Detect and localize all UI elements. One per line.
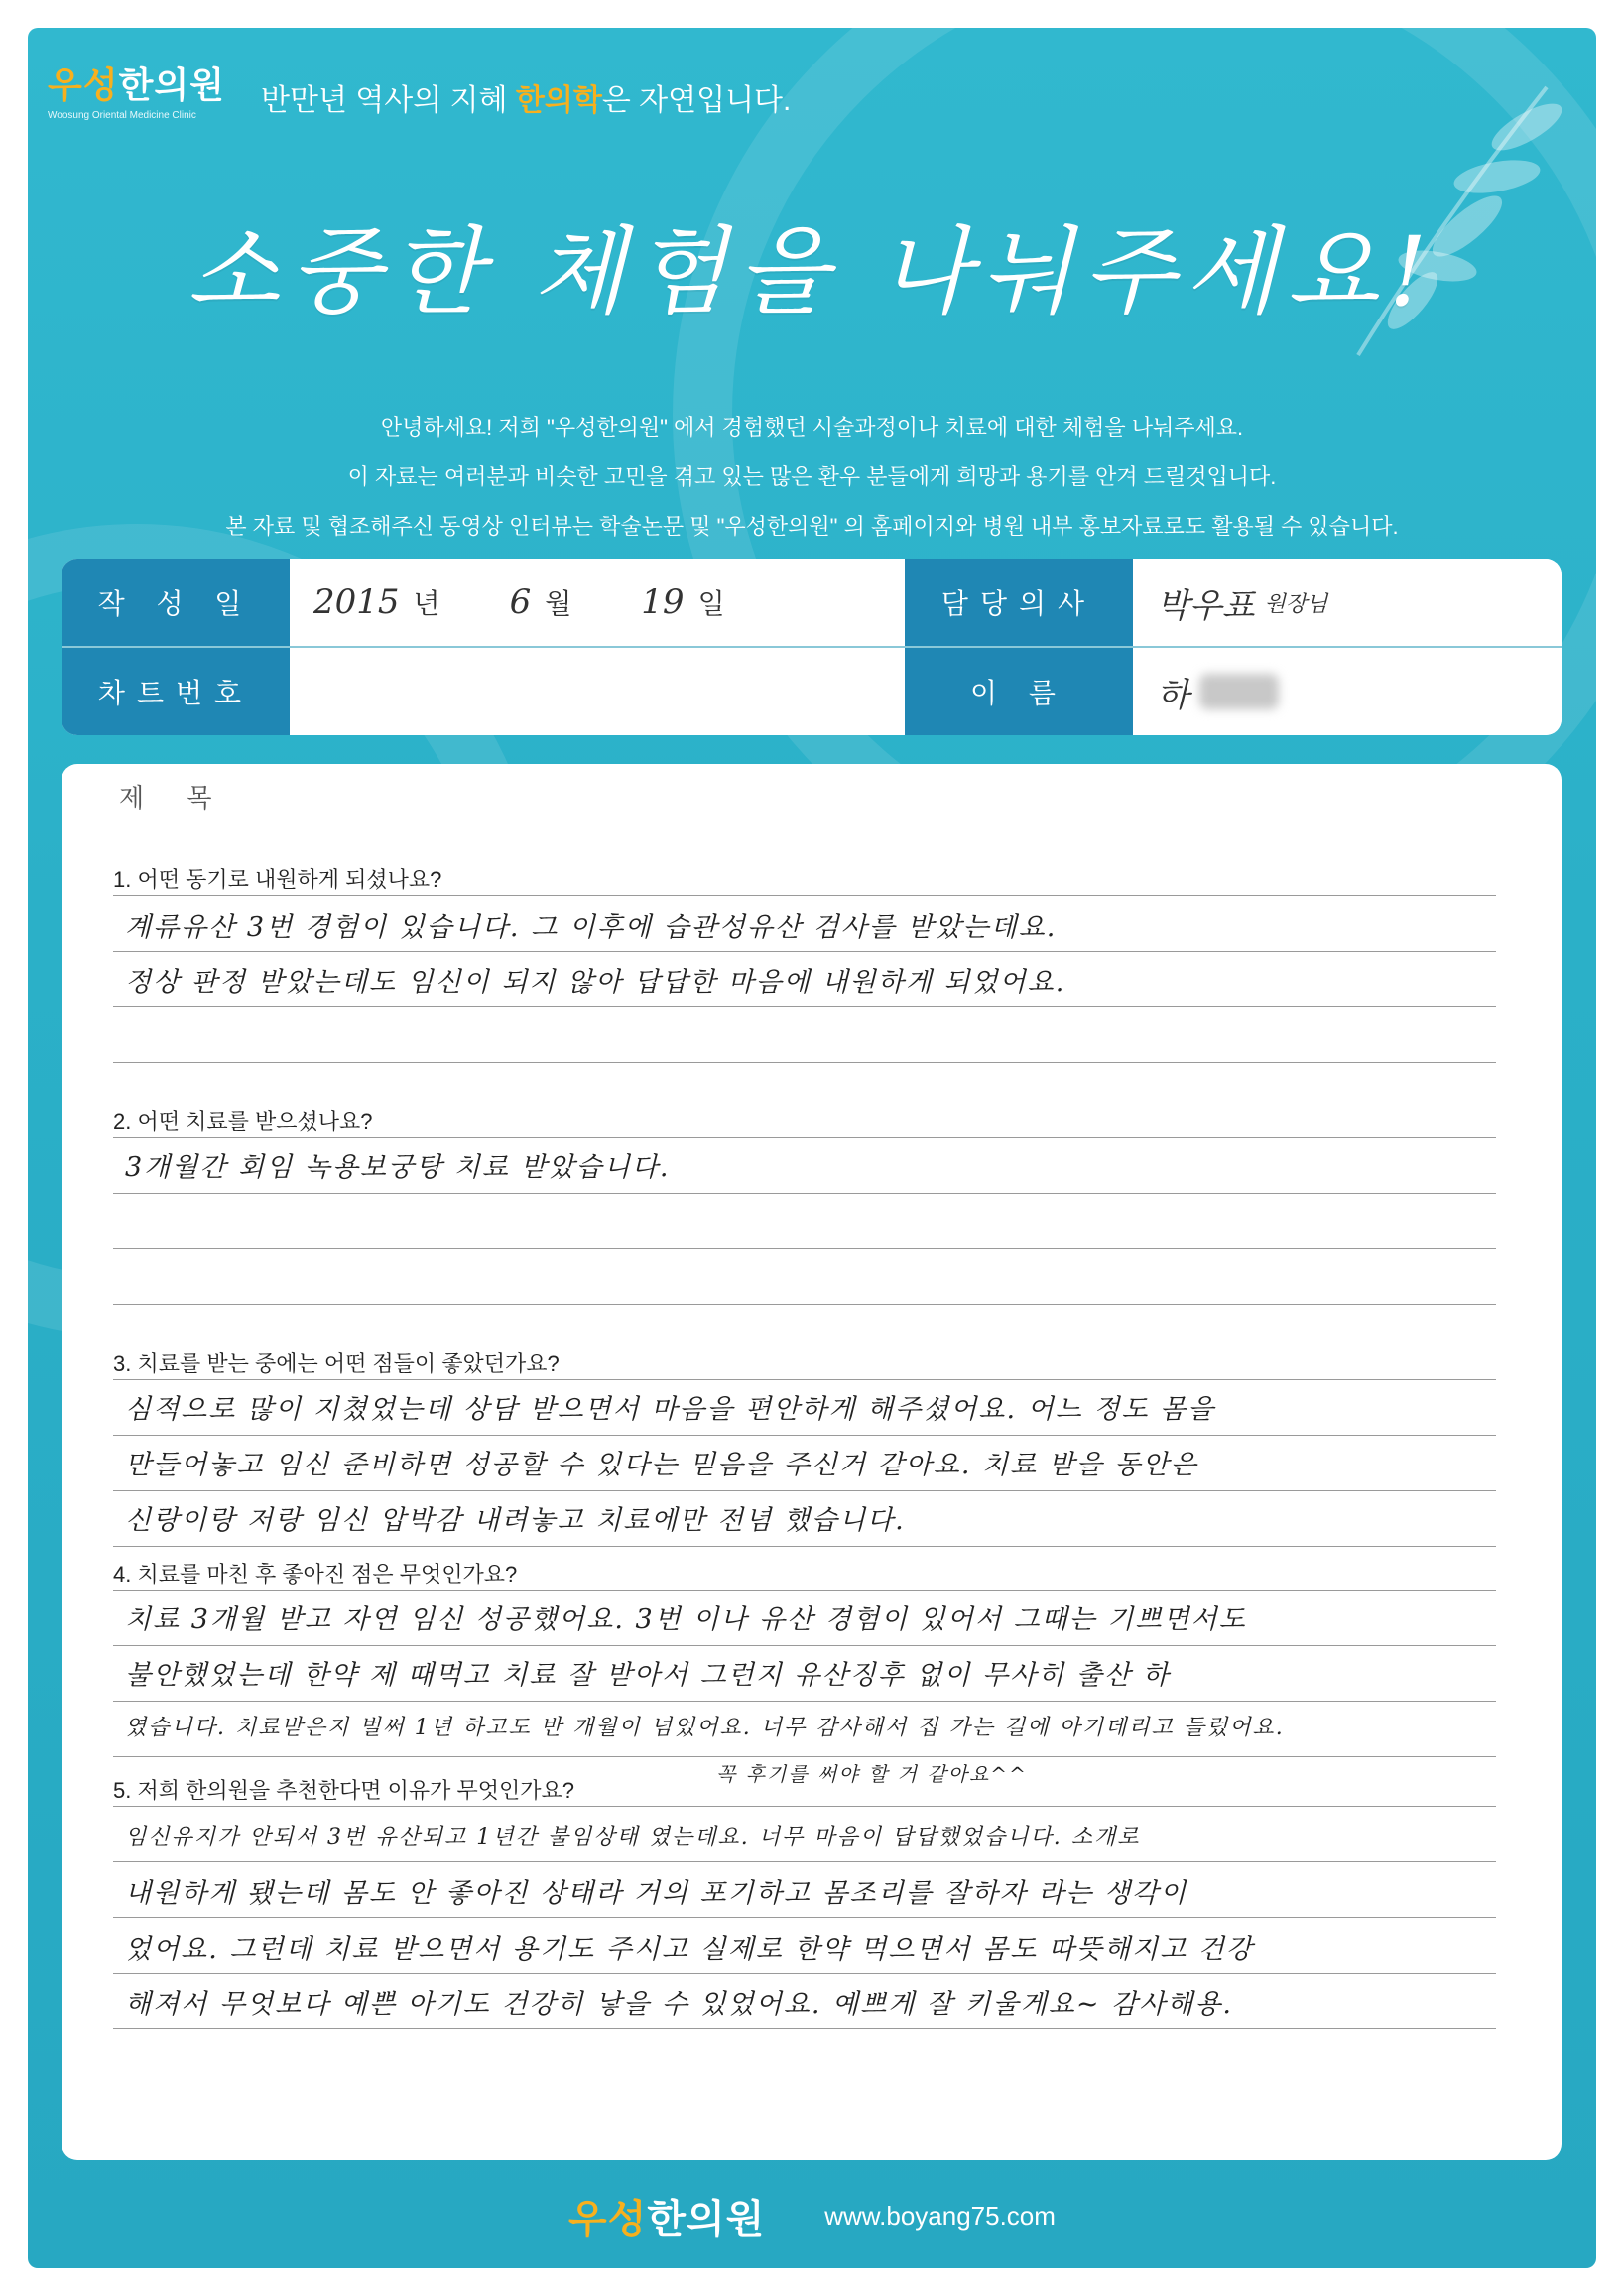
- answer-3-line-1[interactable]: 심적으로 많이 지쳤었는데 상담 받으면서 마음을 편안하게 해주셨어요. 어느 정도 몸을: [125, 1394, 1216, 1425]
- logo-english-name: Woosung Oriental Medicine Clinic: [48, 110, 196, 121]
- redacted-name: [1199, 674, 1279, 709]
- doctor-field[interactable]: [1133, 559, 1562, 646]
- answer-5-line-3[interactable]: 었어요. 그런데 치료 받으면서 용기도 주시고 실제로 한약 먹으면서 몸도 따뜻해지고 건강: [125, 1934, 1254, 1965]
- line-divider: [113, 1973, 1496, 1974]
- answer-1-line-2[interactable]: 정상 판정 받았는데도 임신이 되지 않아 답답한 마음에 내원하게 되었어요.: [125, 967, 1066, 998]
- question-5: 5. 저희 한의원을 추천한다면 이유가 무엇인가요?: [113, 1778, 574, 1803]
- chart-number-label: 차트번호: [62, 648, 290, 735]
- line-divider: [113, 1062, 1496, 1063]
- line-divider: [113, 1193, 1496, 1194]
- year-unit: 년: [413, 588, 440, 619]
- line-divider: [113, 895, 1496, 896]
- answer-4-line-1[interactable]: 치료 3개월 받고 자연 임신 성공했어요. 3번 이나 유산 경험이 있어서 그때는 기쁘면서도: [125, 1604, 1247, 1635]
- answer-5-line-2[interactable]: 내원하게 됐는데 몸도 안 좋아진 상태라 거의 포기하고 몸조리를 잘하자 라는 생각이: [125, 1878, 1188, 1909]
- answer-3-line-2[interactable]: 만들어놓고 임신 준비하면 성공할 수 있다는 믿음을 주신거 같아요. 치료 받을 동안은: [125, 1450, 1198, 1480]
- answer-4-line-4[interactable]: 꼭 후기를 써야 할 거 같아요^^: [716, 1762, 1028, 1786]
- line-divider: [113, 1006, 1496, 1007]
- doctor-title: 원장님: [1264, 591, 1328, 617]
- name-label: 이 름: [905, 648, 1133, 735]
- answer-5-line-4[interactable]: 해져서 무엇보다 예쁜 아기도 건강히 낳을 수 있었어요. 예쁘게 잘 키울게요~ 감사해용.: [125, 1989, 1233, 2020]
- month-unit: 월: [545, 588, 572, 619]
- line-divider: [113, 1701, 1496, 1702]
- question-3: 3. 치료를 받는 중에는 어떤 점들이 좋았던가요?: [113, 1351, 560, 1376]
- page-title: 소중한 체험을 나눠주세요!: [187, 216, 1437, 327]
- website-link[interactable]: www.boyang75.com: [824, 2200, 1056, 2231]
- subject-label: 제 목: [119, 783, 230, 813]
- clinic-logo: [48, 58, 246, 137]
- line-divider: [113, 1304, 1496, 1305]
- date-label: 작 성 일: [62, 559, 290, 646]
- line-divider: [113, 1435, 1496, 1436]
- chart-number-field[interactable]: [290, 648, 905, 735]
- form-sheet: [28, 28, 1596, 2268]
- line-divider: [113, 1379, 1496, 1380]
- intro-line: 본 자료 및 협조해주신 동영상 인터뷰는 학술논문 및 "우성한의원" 의 홈페이지와 병원 내부 홍보자료로도 활용될 수 있습니다.: [225, 514, 1399, 539]
- line-divider: [113, 1490, 1496, 1491]
- line-divider: [113, 1917, 1496, 1918]
- question-4: 4. 치료를 마친 후 좋아진 점은 무엇인가요?: [113, 1562, 518, 1587]
- line-divider: [113, 1248, 1496, 1249]
- day-unit: 일: [697, 588, 725, 619]
- answer-4-line-3[interactable]: 였습니다. 치료받은지 벌써 1년 하고도 반 개월이 넘었어요. 너무 감사해서 집 가는 길에 아기데리고 들렀어요.: [125, 1716, 1285, 1740]
- name-field[interactable]: [1133, 648, 1562, 735]
- answer-4-line-2[interactable]: 불안했었는데 한약 제 때먹고 치료 잘 받아서 그런지 유산징후 없이 무사히 출산 하: [125, 1660, 1171, 1691]
- date-day: 19: [641, 582, 685, 622]
- doctor-name: 박우표: [1157, 585, 1255, 626]
- footer: [28, 2181, 1596, 2250]
- answer-3-line-3[interactable]: 신랑이랑 저랑 임신 압박감 내려놓고 치료에만 전념 했습니다.: [125, 1505, 906, 1536]
- header: [48, 58, 1437, 137]
- testimonial-form: [62, 764, 1562, 2160]
- line-divider: [113, 1137, 1496, 1138]
- line-divider: [113, 1590, 1496, 1591]
- question-2: 2. 어떤 치료를 받으셨나요?: [113, 1109, 373, 1134]
- line-divider: [113, 1546, 1496, 1547]
- line-divider: [113, 1756, 1496, 1757]
- line-divider: [113, 1861, 1496, 1862]
- date-month: 6: [509, 582, 532, 622]
- intro-line: 이 자료는 여러분과 비슷한 고민을 겪고 있는 많은 환우 분들에게 희망과 용기를 안겨 드릴것입니다.: [347, 464, 1277, 489]
- answer-1-line-1[interactable]: 계류유산 3번 경험이 있습니다. 그 이후에 습관성유산 검사를 받았는데요.: [125, 912, 1058, 943]
- line-divider: [113, 1645, 1496, 1646]
- doctor-label: 담당의사: [905, 559, 1133, 646]
- info-table: [62, 559, 1562, 735]
- line-divider: [113, 951, 1496, 952]
- date-field[interactable]: [290, 559, 905, 646]
- date-year: 2015: [313, 582, 400, 622]
- logo-wordmark: 우성한의원: [48, 64, 225, 106]
- answer-2-line-1[interactable]: 3개월간 회임 녹용보궁탕 치료 받았습니다.: [125, 1152, 671, 1183]
- answer-5-line-1[interactable]: 임신유지가 안되서 3번 유산되고 1년간 불임상태 였는데요. 너무 마음이 답답했었습니다. 소개로: [125, 1825, 1141, 1850]
- intro-text: [28, 403, 1596, 552]
- patient-name: 하: [1157, 675, 1189, 715]
- tagline: 반만년 역사의 지혜 한의학은 자연입니다.: [261, 84, 792, 117]
- question-1: 1. 어떤 동기로 내원하게 되셨나요?: [113, 867, 442, 892]
- table-divider: [62, 646, 1562, 648]
- line-divider: [113, 2028, 1496, 2029]
- intro-line: 안녕하세요! 저희 "우성한의원" 에서 경험했던 시술과정이나 치료에 대한 체험을 나눠주세요.: [380, 415, 1244, 440]
- line-divider: [113, 1806, 1496, 1807]
- footer-logo: 우성한의원: [568, 2195, 766, 2242]
